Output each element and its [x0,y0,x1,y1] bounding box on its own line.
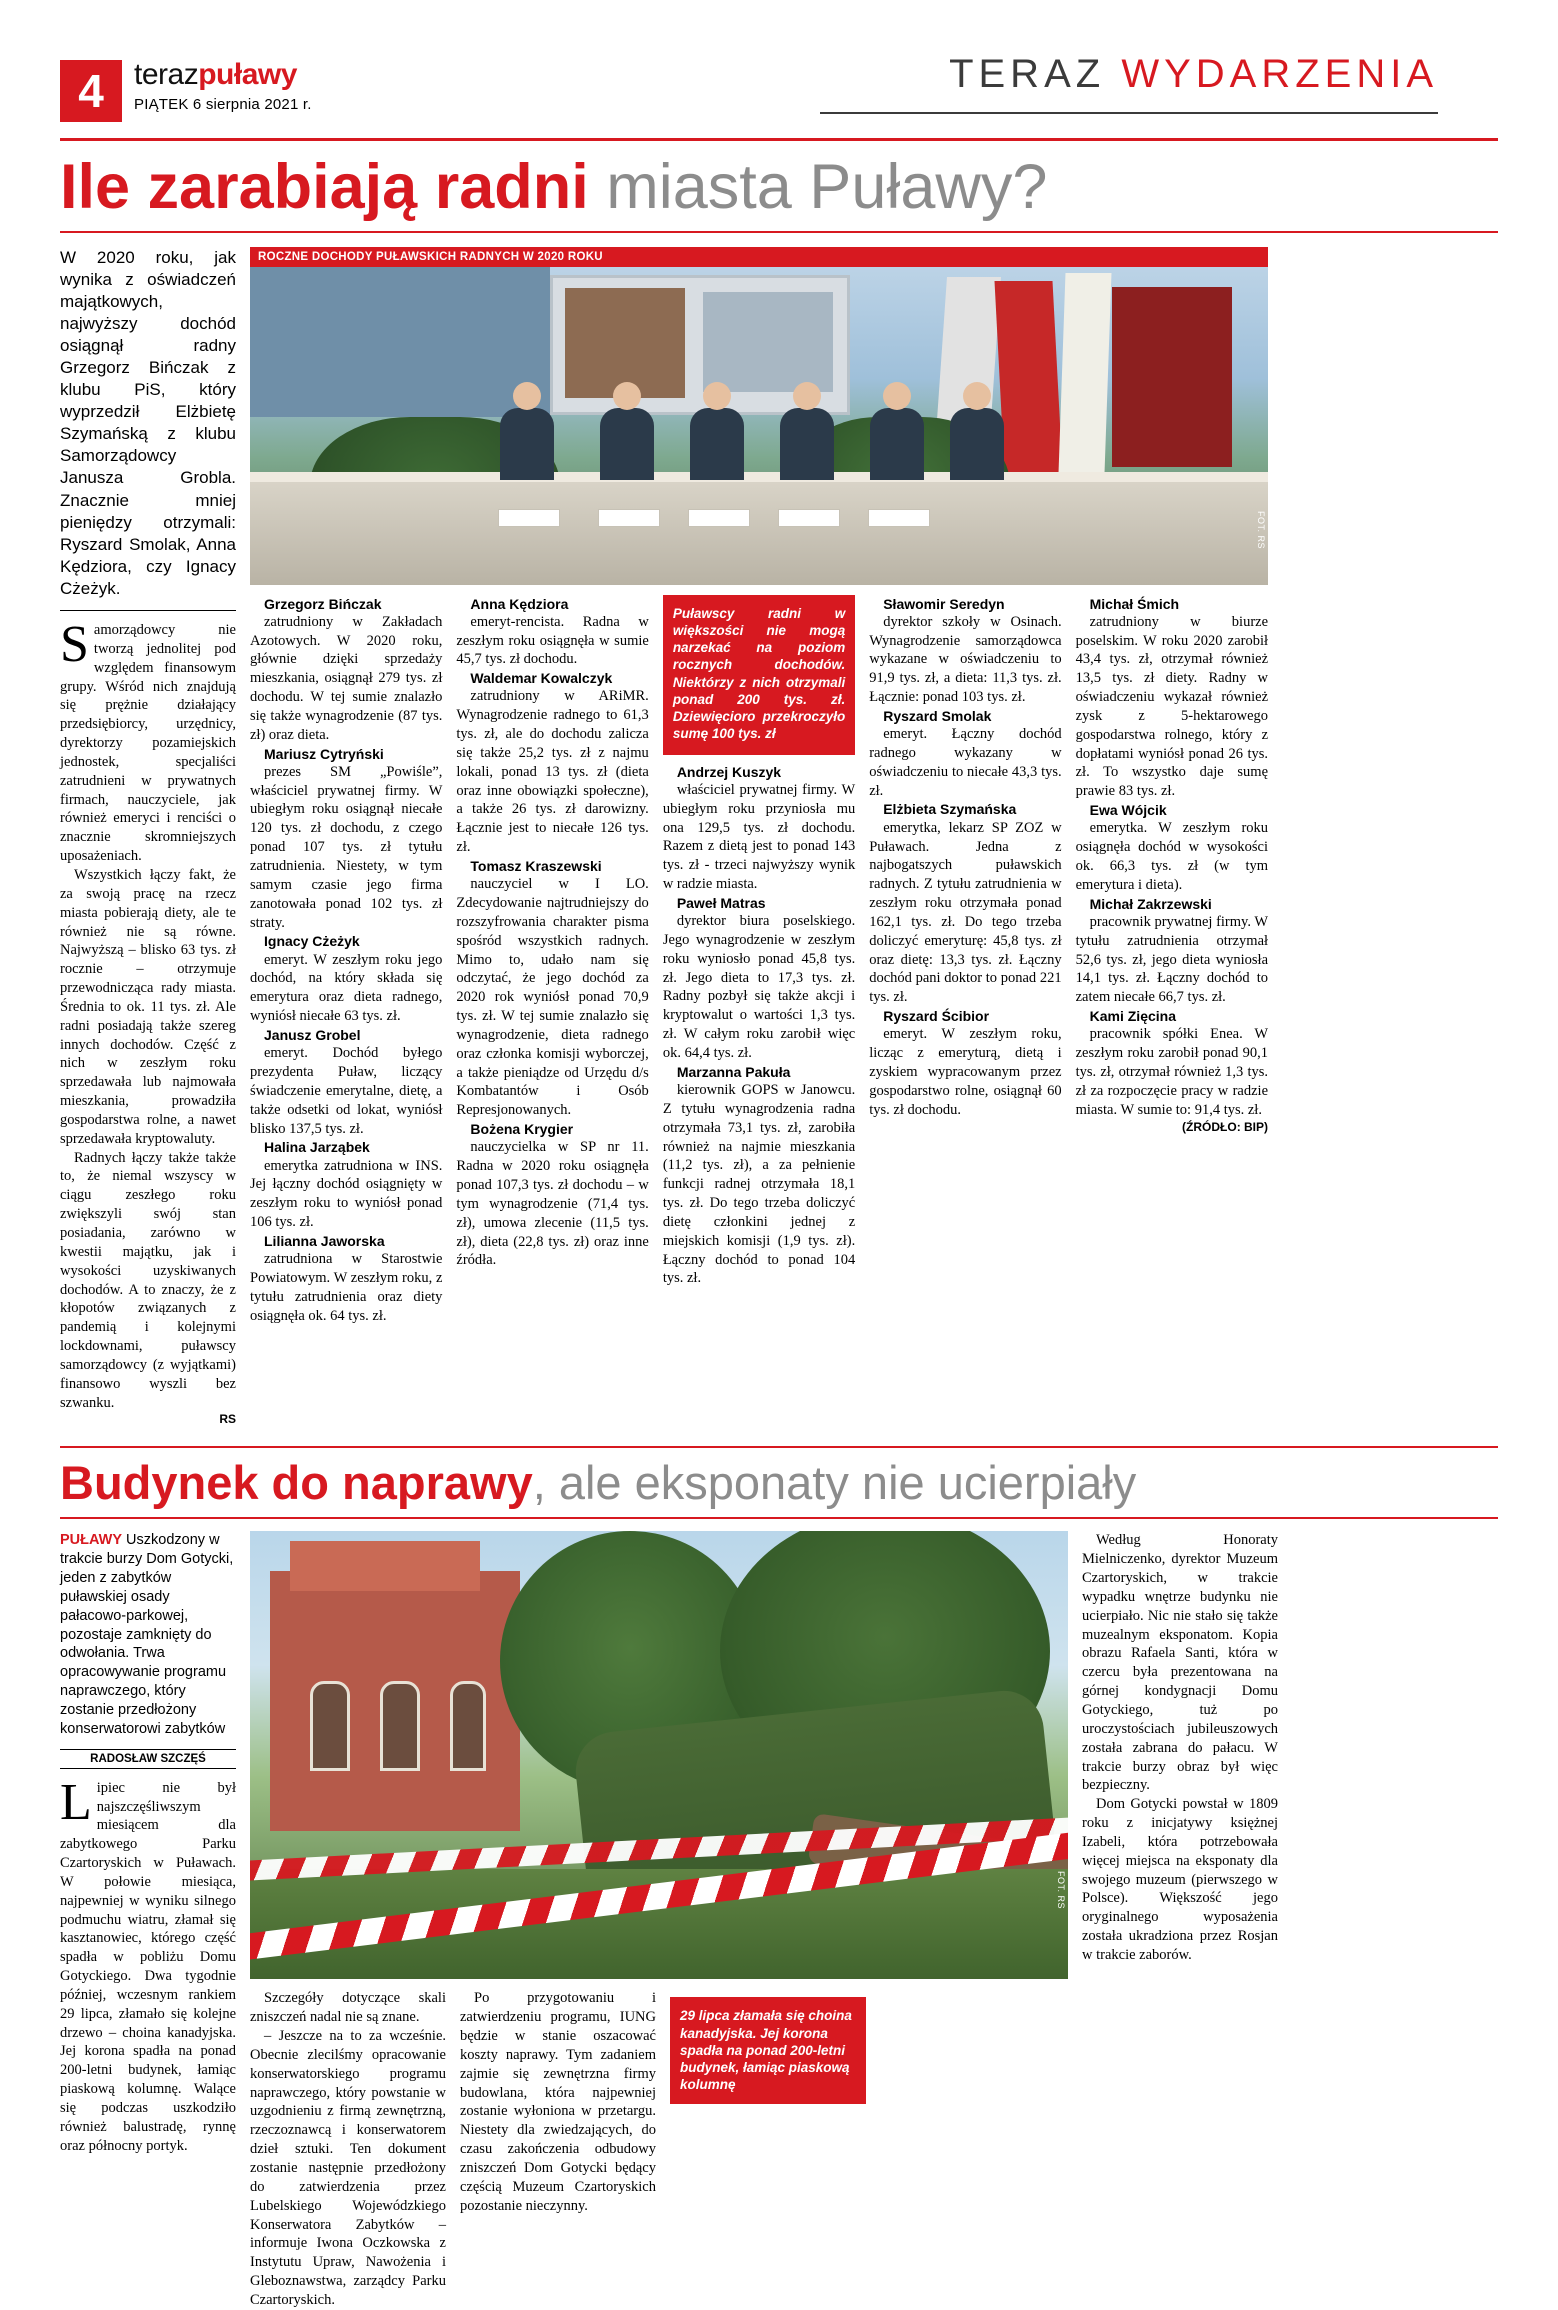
article2-byline: RADOSŁAW SZCZĘŚ [60,1749,236,1769]
councillor-text: emeryt. Łączny dochód radnego wykazany w oświadczeniu to niecałe 43,3 tys. zł. [869,726,1062,799]
councillor-name: Ignacy Cżeżyk [264,933,360,950]
councillor-name: Grzegorz Bińczak [264,595,382,612]
councillor-text: emerytka, lekarz SP ZOZ w Puławach. Jedna z najbogatszych puławskich radnych. Z tytułu zatrudnienia w zeszłym roku otrzymała ponad 162,1 tys. zł. Do tego trzeba doliczyć emeryturę: 45,8 tys. zł oraz dietę: 13,3 tys. zł. Łączny dochód pani doktor to ponad 221 tys. zł. [869,819,1062,1006]
article2-headline [60,1456,1498,1510]
article2-par5: Według Honoraty Mielniczenko, dyrektor Muzeum Czartoryskich, w trakcie wypadku wnętrze budynku nie ucierpiało. Nic nie stało się także muzealnym eksponatom. Kopia obrazu Rafaela Santi, która w czercu była prezentowana na górnej kondygnacji Domu Gotyckiego, tuż po uroczystościach jubileuszowych została zabrana do pałacu. W trakcie burzy obraz był więc bezpieczny. [1082,1532,1278,1794]
article1-intro-par1 [60,616,236,866]
councillor-name: Tomasz Kraszewski [470,858,602,875]
logo-pulawy: puławy [198,58,297,91]
article2-center-block [250,1531,1068,2309]
councillor-text: emeryt. W zeszłym roku jego dochód, na który składa się emerytura oraz dieta radnego, wyniósł niecałe 63 tys. zł. [250,951,443,1025]
article1-headline-red: Ile zarabiają radni [60,152,589,222]
publication-logo [134,60,312,113]
councillor-name: Janusz Grobel [264,1026,361,1043]
councillor-text: dyrektor biura poselskiego. Jego wynagrodzenie w zeszłym roku wyniosło ponad 45,8 tys. zł. Jego dieta to 17,3 tys. zł. Radny pozbył się także akcji i kryptowalut o wartości 1,3 tys. zł. W całym roku zarobił więc ok. 64,4 tys. zł. [662,913,856,1061]
article1-source: (ŹRÓDŁO: BIP) [1182,1119,1269,1134]
councillor-text: nauczyciel w I LO. Zdecydowanie najtrudniejszy do rozszyfrowania charakter pisma spośród wszystkich radnych. Mimo to, udało nam się odczytać, że jego dochód za 2020 rok wyniósł ponad 70,9 tys. zł. W tej sumie znalazło się wynagrodzenie, dieta radnego oraz członka komisji wyborczej, a także pieniądze od Urzędu d/s Kombatantów i Osób Represjonowanych. [456,876,649,1119]
article1-column-5 [869,595,1061,1326]
councillor-name: Kami Zięcina [1089,1008,1176,1025]
dropcap: L [60,1773,92,1831]
header-divider [60,138,1498,141]
councillor-name: Andrzej Kuszyk [676,763,782,780]
article2-column-4 [670,1989,866,2309]
section-word-teraz: TERAZ [949,52,1106,96]
photo-kicker: ROCZNE DOCHODY PUŁAWSKICH RADNYCH W 2020 ROKU [250,247,1268,267]
article2-par4: Po przygotowaniu i zatwierdzeniu programu, IUNG będzie w stanie oszacować koszty naprawy. Tym zadaniem zajmie się zewnętrzna firmy budowlana, która najpewniej zostanie wyłoniona w przetargu. Niestety dla zwiedzających, do czasu zakończenia odbudowy zniszczeń Dom Gotycki będący częścią Muzeum Czartoryskich pozostanie nieczynny. [460,1990,656,2214]
gothic-house-photo [250,1531,1068,1979]
section-title [949,52,1438,97]
article2-par1 [60,1773,236,2156]
photo-credit: FOT. RS [1256,510,1266,549]
councillor-text: kierownik GOPS w Janowcu. Z tytułu wynagrodzenia radna otrzymała 73,1 tys. zł, zarobiła również na najmie mieszkania (11,2 tys. zł), a za pełnienie funkcji radnej otrzymała 18,1 tys. zł. Do tego trzeba doliczyć dietę członkini jednej z miejskich komisji (1,9 tys. zł). Łączny dochód to ponad 104 tys. zł. [662,1082,856,1287]
councillor-name: Anna Kędziora [470,595,569,612]
article1-intro-par2: Wszystkich łączy fakt, że za swoją pracę na rzecz miasta pobierają diety, ale te również nie są równe. Najwyższą – blisko 63 tys. zł rocznie – otrzymuje przewodnicząca rady miasta. Średnia to ok. 11 tys. zł. Ale radni posiadają także szereg innych dochodów. Część z nich w zeszłym roku sprzedawała lub najmowała mieszkania, prowadziła gospodarstwa rolne, a nawet sprzedawała kryptowaluty. [60,866,236,1147]
section-word-wydarzenia: WYDARZENIA [1121,52,1438,96]
article1-headline-grey: miasta Puławy? [588,152,1048,222]
lead-divider [60,610,236,611]
councillor-name: Elżbieta Szymańska [883,801,1017,818]
councillor-name: Bożena Krygier [470,1121,574,1138]
article2-column-3 [460,1989,656,2309]
dropcap: S [60,616,89,674]
masthead [60,0,1498,122]
councillor-text: prezes SM „Powiśle”, właściciel prywatnej firmy. W ubiegłym roku osiągnął niecałe 120 tys. zł dochodu, z czego ponad 107 tys. zł tytułu zatrudnienia. Niestety, w tym samym czasie jego firma zanotowała ponad 102 tys. zł straty. [250,763,443,931]
article1-byline-initials: RS [219,1412,236,1427]
article2-column-5 [1082,1531,1278,2309]
article1-lead: W 2020 roku, jak wynika z oświadczeń majątkowych, najwyższy dochód osiągnął radny Grzegorz Bińczak z klubu PiS, który wyprzedził Elżbietę Szymańską z klubu Samorządowcy Janusza Grobla. Znacznie mniej pieniędzy otrzymali: Ryszard Smolak, Anna Kędziora, czy Ignacy Cżeżyk. [60,247,236,598]
article1-photo-block [250,247,1268,585]
article2-headline-red: Budynek do naprawy [60,1456,533,1510]
article2-par2: Szczegóły dotyczące skali zniszczeń nadal nie są znane. [250,1990,446,2026]
issue-date: PIĄTEK 6 sierpnia 2021 r. [134,96,312,113]
article1-column-4 [663,595,855,1326]
article2-lead-place: PUŁAWY [60,1532,123,1549]
article2-headline-rule [60,1517,1498,1519]
logo-teraz: teraz [134,58,199,91]
article2-column-1 [60,1531,236,2309]
councillor-name: Marzanna Pakuła [676,1063,791,1080]
councillor-name: Sławomir Seredyn [883,595,1005,612]
article2-headline-grey: , ale eksponaty nie ucierpiały [532,1456,1137,1510]
article1-column-1 [60,247,236,1429]
councillor-text: emerytka. W zeszłym roku osiągnęła dochód w wysokości ok. 66,3 tys. zł (w tym emerytura i dieta). [1075,820,1269,893]
pull-quote: Puławscy radni w większości nie mogą narzekać na poziom rocznych dochodów. Niektórzy z nich otrzymali ponad 200 tys. zł. Dziewięcioro przekroczyło sumę 100 tys. zł [663,595,855,755]
article2-columns [250,1989,1068,2309]
councillor-name: Paweł Matras [676,894,766,911]
article1-body [60,247,1498,1429]
councillor-name: Ryszard Ścibior [883,1008,990,1025]
councillor-text: zatrudniona w Starostwie Powiatowym. W zeszłym roku, z tytułu zatrudnienia oraz diety osiągnęła ok. 64 tys. zł. [250,1251,443,1324]
article1-column-6 [1076,595,1268,1326]
article1-column-2 [250,595,442,1326]
councillor-text: dyrektor szkoły w Osinach. Wynagrodzenie samorządowca wykazane w oświadczeniu to 91,9 tys. zł, a dieta: 11,3 tys. zł. Łącznie: ponad 103 tys. zł. [869,613,1062,706]
councillor-text: emeryt-rencista. Radna w zeszłym roku osiągnęła w sumie 45,7 tys. zł dochodu. [456,613,649,668]
article2-par1-text: ipiec nie był najszczęśliwszym miesiącem dla zabytkowego Parku Czartoryskich w Puławach. W połowie miesiąca, najpewniej w wyniku silnego podmuchu wiatru, złamał się kasztanowiec, którego część spadła w pobliżu Domu Gotyckiego. Dwa tygodnie później, wczesnym rankiem 29 lipca, złamało się kolejne drzewo – choina kanadyjska. Jej korona spadła na ponad 200-letni budynek, łamiąc piaskową kolumnę. Walące się podczas uszkodziło również balustradę, rynnę oraz północny portyk. [60,1779,236,2154]
councillor-name: Mariusz Cytryński [264,745,384,762]
article2-lead-text: Uszkodzony w trakcie burzy Dom Gotycki, jeden z zabytków puławskiej osady pałacowo-parkowej, pozostaje zamknięty do odwołania. Trwa opracowywanie programu naprawczego, który zostanie przedłożony konserwatorowi zabytków [60,1532,234,1737]
article2-pull-quote: 29 lipca złamała się choina kanadyjska. Jej korona spadła na ponad 200-letni budynek, łamiąc piaskową kolumnę [670,1997,866,2103]
councillor-text: pracownik prywatnej firmy. W tytułu zatrudnienia otrzymał 52,6 tys. zł, jego dieta wyniosła 14,1 tys. zł. Łączny dochód to zatem niecałe 66,7 tys. zł. [1075,913,1269,1006]
page-number: 4 [60,60,122,122]
article2-lead [60,1531,236,1738]
councillor-text: zatrudniony w ARiMR. Wynagrodzenie radnego to 61,3 tys. zł, ale do dochodu zalicza się także 25,2 tys. zł z najmu lokali, ponad 13 tys. zł (dieta oraz inne obowiązki społeczne), a także 26 tys. zł darowizny. Łącznie jest to niecałe 126 tys. zł. [456,688,649,856]
councillor-name: Ewa Wójcik [1089,802,1167,819]
councillor-name: Michał Zakrzewski [1089,895,1212,912]
councillor-name: Michał Śmich [1089,595,1180,612]
article2-body [60,1531,1498,2309]
councillor-text: emerytka zatrudniona w INS. Jej łączny dochód osiągnięty w zeszłym roku to wyniósł ponad 106 tys. zł. [250,1157,443,1231]
councillor-text: właściciel prywatnej firmy. W ubiegłym roku przyniosła mu ona 129,5 tys. zł dochodu. Razem z dietą jest to ponad 143 tys. zł - trzeci najwyższy wynik w radzie miasta. [662,781,856,893]
councillor-text: zatrudniony w Zakładach Azotowych. W 2020 roku, głównie dzięki sprzedaży mieszkania, osiągnął 279 tys. zł dochodu. W tej sumie znalazło się także wynagrodzenie (87 tys. zł) oraz dieta. [250,613,443,743]
article1-headline [60,152,1498,222]
councillor-text: emeryt. W zeszłym roku, licząc z emeryturą, dietą i zyskiem wypracowanym przez gospodarstwo rolne, osiągnął 60 tys. zł dochodu. [869,1026,1062,1118]
article1-intro-par3: Radnych łączy także także to, że niemal wszyscy w ciągu zeszłego roku zwiększyli swój stan posiadania, zarówno w kwestii majątku, jak i wysokości uzyskiwanych dochodów. A to znaczy, że z kłopotów związanych z pandemią i kolejnymi lockdownami, puławscy samorządowcy (z wyjątkami) finansowo wyszli bez szwanku. [60,1149,236,1411]
councillor-text: emeryt. Dochód byłego prezydenta Puław, liczący świadczenie emerytalne, dietę, a także odsetki od lokat, wyniósł blisko 137,5 tys. zł. [250,1045,443,1137]
councillor-name: Waldemar Kowalczyk [470,670,613,687]
article2-par3: – Jeszcze na to za wcześnie. Obecnie zlecilśmy opracowanie konserwatorskiego programu naprawczego, który powstanie w uzgodnieniu z firmą zewnętrzną, rzeczoznawcą i konserwatorem dzieł sztuki. Ten dokument zostanie następnie przedłożony do zatwierdzenia przez Lubelskiego Wojewódzkiego Konserwatora Zabytków – informuje Iwona Oczkowska z Instytutu Upraw, Nawożenia i Gleboznawstwa, zarządcy Parku Czartoryskich. [250,2028,446,2308]
photo-credit: FOT. RS [1056,1871,1066,1910]
councillor-name: Halina Jarząbek [264,1139,370,1156]
masthead-rule [820,112,1438,114]
councillor-text: zatrudniony w biurze poselskim. W roku 2020 zarobił 43,4 tys. zł, otrzymał również 13,5 tys. zł diety. Radny w oświadczeniu wykazał również zysk z 5-hektarowego gospodarstwa rolnego, który z dopłatami wyniósł ponad 26 tys. zł. To wszystko daje sumę prawie 83 tys. zł. [1075,613,1269,800]
article1-right-block [250,247,1268,1429]
article2-top-rule [60,1446,1498,1448]
article2-intro [60,1773,236,2156]
article1-headline-rule [60,231,1498,233]
article2-column-2 [250,1989,446,2309]
article1-entry-columns [250,595,1268,1326]
council-session-photo [250,267,1268,585]
councillor-text: pracownik spółki Enea. W zeszłym roku zarobił ponad 90,1 tys. zł, otrzymał również 1,3 tys. zł za rozpoczęcie pracy w radzie miasta. W sumie to: 91,4 tys. zł. [1075,1026,1269,1118]
article1-intro-par1-text: amorządowcy nie tworzą jednolitej pod względem finansowym grupy. Wśród nich znajdują się prężnie działający przedsiębiorcy, urzędnicy, dyrektorzy pozamiejskich jednostek, specjaliści zatrudnieni w prywatnych firmach, nauczyciele, jak również emeryci i renciści o znacznie skromniejszych uposażeniach. [60,622,236,865]
councillor-text: nauczycielka w SP nr 11. Radna w 2020 roku osiągnęła ponad 107,3 tys. zł dochodu – w tym wynagrodzenie (71,4 tys. zł), umowa zlecenie (11,5 tys. zł), dieta (22,8 tys. zł) oraz inne źródła. [456,1139,649,1269]
councillor-name: Lilianna Jaworska [264,1232,385,1249]
article1-column-3 [456,595,648,1326]
councillor-name: Ryszard Smolak [883,707,992,724]
article2-par6: Dom Gotycki powstał w 1809 roku z inicjatywy księżnej Izabeli, która potrzebowała więcej miejsca na eksponaty dla swojego muzeum (pierwszego w Polsce). Większość jego oryginalnego wyposażenia została ukradziona przez Rosjan w trakcie zaborów. [1082,1796,1278,1963]
